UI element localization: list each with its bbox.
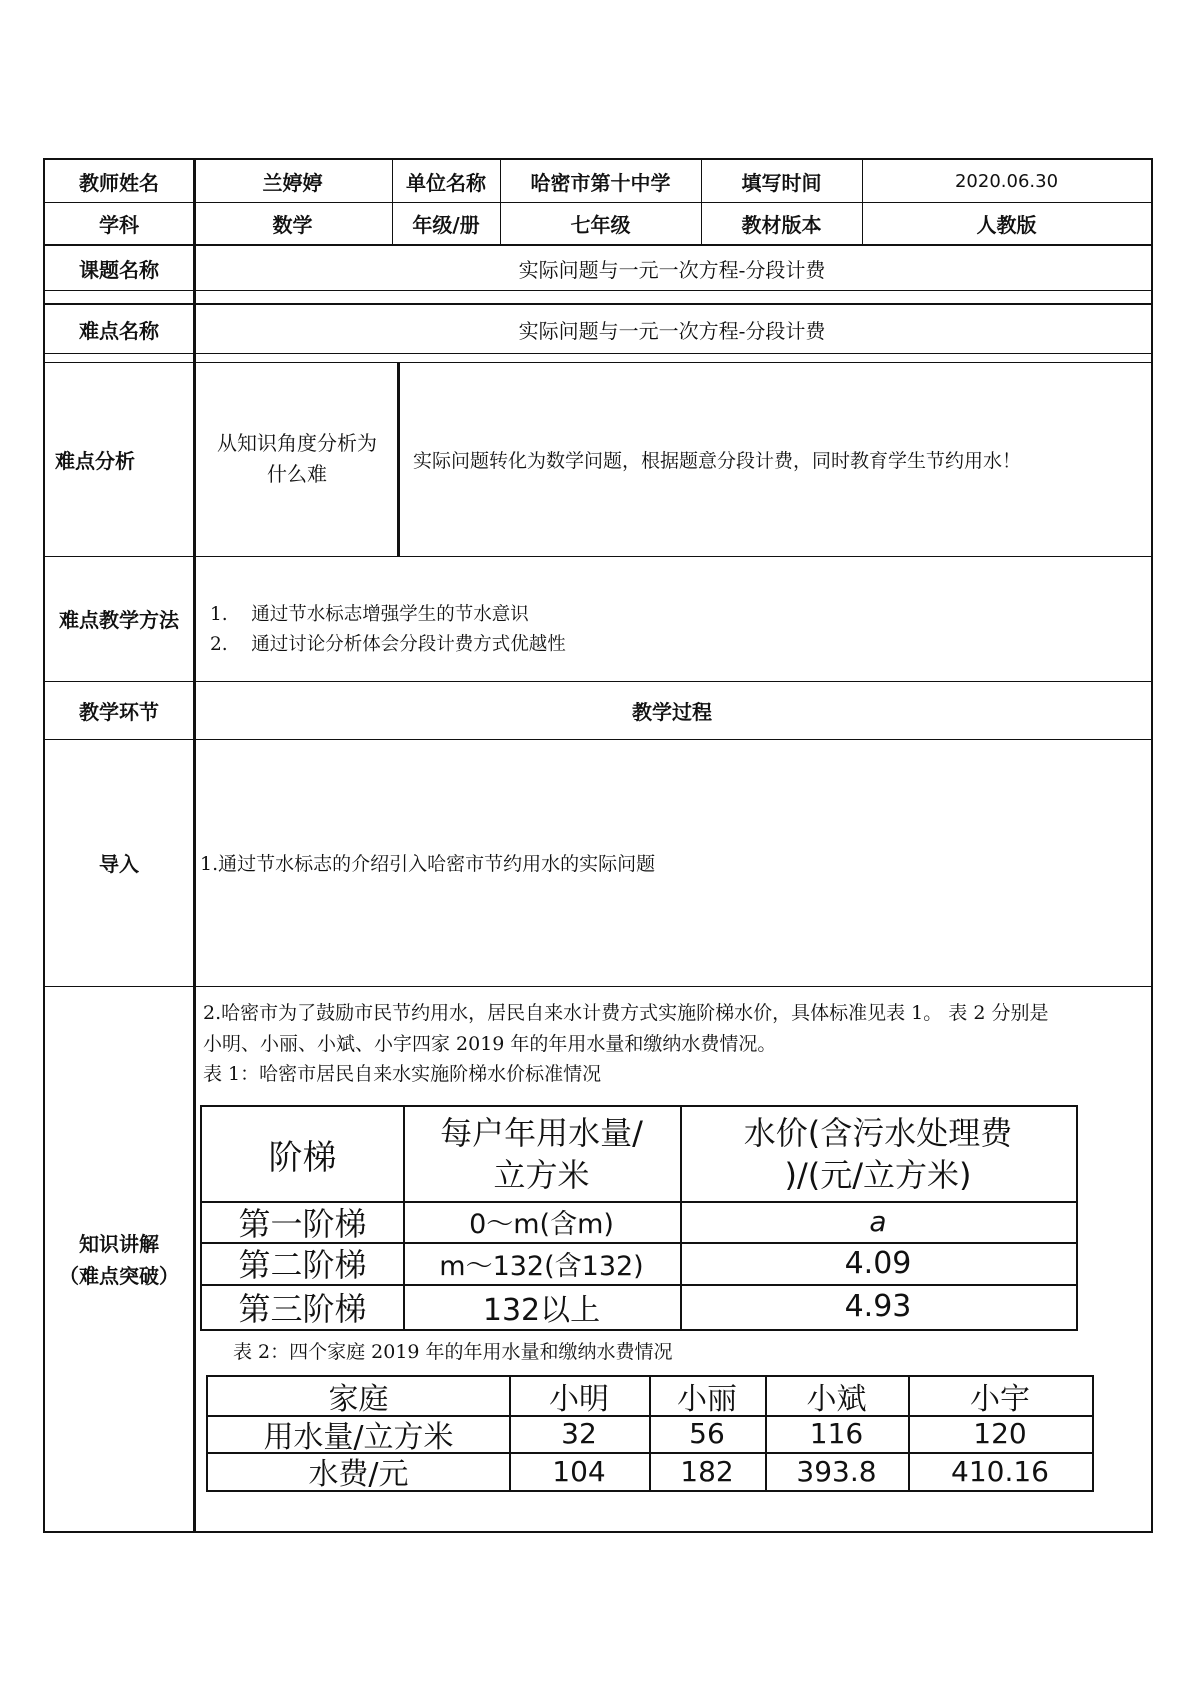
table2-header: 小宇 (970, 1382, 1030, 1417)
date-label: 填写时间 (741, 170, 822, 195)
table2-header: 家庭 (328, 1382, 389, 1417)
table2-cell: 182 (680, 1454, 734, 1488)
table2-cell: 104 (552, 1454, 606, 1488)
method-item (210, 630, 566, 656)
unit-value: 哈密市第十中学 (530, 170, 671, 195)
analysis-label: 难点分析 (55, 448, 135, 473)
method-label: 难点教学方法 (59, 608, 179, 632)
price-cell: 4.09 (844, 1245, 912, 1281)
process-label: 教学环节 (79, 699, 159, 724)
row-divider (45, 290, 1151, 291)
knowledge-paragraph-line1: 2.哈密市为了鼓励市民节约用水，居民自来水计费方式实施阶梯水价，具体标准见表 1。 表 2 分别是 (203, 1002, 1049, 1024)
analysis-divider (397, 362, 400, 556)
method-item-text: 通过节水标志增强学生的节水意识 (251, 604, 529, 625)
table2-header: 小明 (549, 1382, 609, 1417)
price-header-line1: 水价(含污水处理费 (743, 1114, 1013, 1152)
method-item-num: 2. (210, 634, 228, 655)
table2-cell: 410.16 (951, 1454, 1049, 1488)
row-divider (45, 353, 1151, 354)
table2-cell: 32 (561, 1417, 597, 1450)
lesson-plan-form (43, 158, 1153, 1533)
unit-label: 单位名称 (406, 170, 486, 195)
tier-header: 阶梯 (268, 1137, 337, 1178)
process-value: 教学过程 (632, 699, 712, 724)
price-header-line2: )/(元/立方米) (784, 1156, 972, 1194)
method-item-text: 通过讨论分析体会分段计费方式优越性 (251, 634, 566, 655)
analysis-value: 实际问题转化为数学问题，根据题意分段计费，同时教育学生节约用水！ (413, 449, 1022, 472)
price-header (680, 1107, 1076, 1201)
tier-cell: 第一阶梯 (238, 1204, 367, 1243)
edition-label: 教材版本 (741, 212, 822, 237)
subject-value: 数学 (272, 212, 313, 237)
table2-cell: 393.8 (796, 1454, 877, 1488)
price-cell: 4.93 (844, 1289, 912, 1324)
knowledge-label-line1: 知识讲解 (79, 1231, 159, 1256)
price-cell: a (869, 1205, 887, 1238)
topic-value: 实际问题与一元一次方程-分段计费 (518, 257, 826, 282)
row-divider (45, 556, 1151, 557)
table2-cell: 水费/元 (308, 1457, 409, 1492)
water-tier-table (200, 1105, 1078, 1331)
intro-value: 1.通过节水标志的介绍引入哈密市节约用水的实际问题 (200, 853, 656, 875)
table2-header: 小丽 (677, 1382, 737, 1417)
range-cell: 132以上 (482, 1292, 601, 1328)
tier-cell: 第三阶梯 (238, 1289, 367, 1328)
topic-label: 课题名称 (79, 257, 159, 282)
difficulty-label: 难点名称 (79, 318, 159, 343)
table1-caption: 表 1：哈密市居民自来水实施阶梯水价标准情况 (203, 1063, 602, 1085)
knowledge-paragraph-line2: 小明、小丽、小斌、小宇四家 2019 年的年用水量和缴纳水费情况。 (203, 1033, 777, 1055)
volume-header-line2: 立方米 (493, 1156, 590, 1194)
edition-value: 人教版 (976, 212, 1037, 237)
knowledge-label (45, 986, 193, 1533)
row-divider (45, 986, 1151, 987)
table2-cell: 120 (973, 1417, 1027, 1450)
grade-value: 七年级 (570, 212, 631, 237)
table2-caption: 表 2：四个家庭 2019 年的年用水量和缴纳水费情况 (233, 1341, 673, 1363)
table2-cell: 56 (689, 1417, 725, 1450)
teacher-value: 兰婷婷 (262, 170, 323, 195)
analysis-sublabel-line1: 从知识角度分析为 (217, 431, 377, 455)
table2-header: 小斌 (806, 1382, 867, 1417)
difficulty-value: 实际问题与一元一次方程-分段计费 (518, 318, 826, 343)
teacher-label: 教师姓名 (79, 170, 159, 195)
volume-header-line1: 每户年用水量/ (440, 1114, 643, 1152)
analysis-sublabel (197, 362, 397, 556)
household-water-table (206, 1375, 1094, 1492)
subject-label: 学科 (99, 212, 139, 237)
date-value: 2020.06.30 (954, 170, 1059, 192)
analysis-sublabel-line2: 什么难 (267, 462, 327, 486)
volume-header (403, 1107, 680, 1201)
table2-cell: 116 (809, 1417, 864, 1450)
tier-cell: 第二阶梯 (238, 1246, 367, 1284)
knowledge-label-line2: （难点突破） (59, 1263, 179, 1288)
grade-label: 年级/册 (412, 212, 480, 237)
method-item (210, 600, 529, 626)
intro-label: 导入 (99, 852, 139, 876)
range-cell: m～132(含132) (439, 1250, 644, 1282)
method-item-num: 1. (210, 604, 228, 625)
range-cell: 0～m(含m) (469, 1209, 614, 1240)
label-column-divider (193, 160, 196, 1533)
table2-cell: 用水量/立方米 (263, 1419, 454, 1455)
